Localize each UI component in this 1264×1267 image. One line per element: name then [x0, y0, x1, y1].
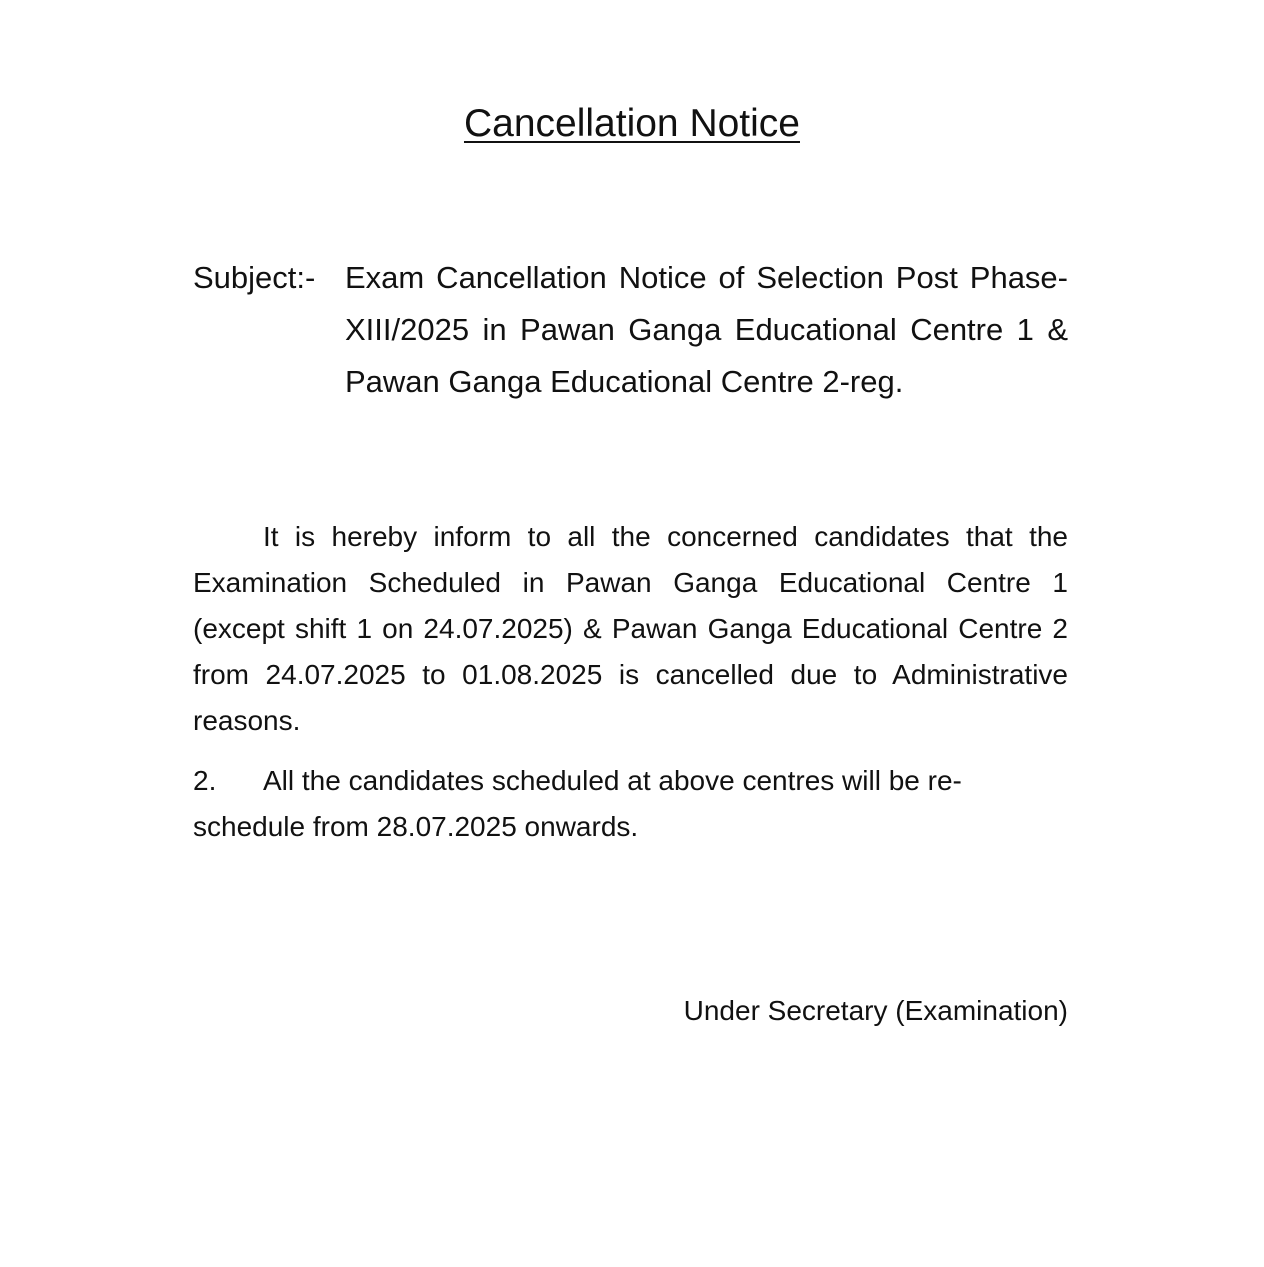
page-title — [0, 98, 1264, 150]
body-paragraph-2 — [193, 758, 1068, 850]
subject-text: Exam Cancellation Notice of Selection Post Phase-XIII/2025 in Pawan Ganga Educational Centre 1 & Pawan Ganga Educational Centre 2-reg. — [345, 260, 1068, 399]
paragraph-number: 2. — [193, 765, 217, 796]
subject-label: Subject:- — [193, 260, 316, 295]
subject-block — [193, 252, 1068, 408]
body-paragraph-1: It is hereby inform to all the concerned candidates that the Examination Scheduled in Pawan Ganga Educational Centre 1 (except shift 1 on 24.07.2025) & Pawan Ganga Educational Centre 2 from 24.07.2025 to 01.08.2025 is cancelled due to Administrative reasons. — [193, 521, 1068, 736]
paragraph-2-text: All the candidates scheduled at above centres will be re-schedule from 28.07.2025 onwards. — [193, 765, 962, 842]
title-text: Cancellation Notice — [463, 102, 800, 145]
signature: Under Secretary (Examination) — [683, 995, 1068, 1026]
